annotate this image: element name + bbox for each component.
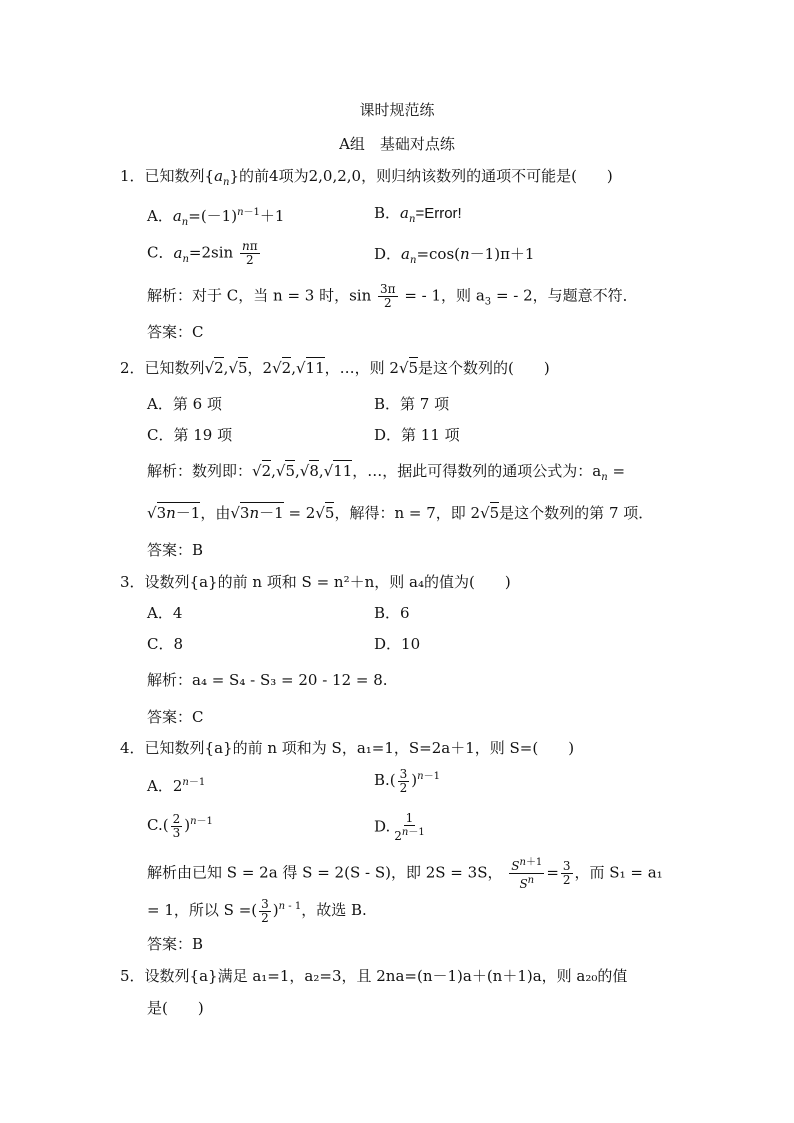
question-4-answer: 答案：B <box>147 935 204 953</box>
question-1-option-c: C．$a_n=2\sin$ $\frac{n\pi}{2}$ <box>147 239 258 267</box>
question-2-solution-line-2: √3n－1，由√3n－1 = 2√5，解得：n = 7，即 2√5是这个数列的第 7 项． <box>147 504 654 522</box>
question-5-stem: 5．设数列{a}满足 a₁=1，a₂=3，且 2na=(n－1)a＋(n＋1)a，则 a₂₀的值 <box>120 967 628 985</box>
question-5-stem-continued: 是( ) <box>147 999 204 1017</box>
question-2-solution-line-1: 解析：数列即：√2,√5,√8,√11，…，据此可得数列的通项公式为：$a_n$ = <box>147 462 626 483</box>
question-3-option-d: D．10 <box>374 635 421 653</box>
question-1-option-a: A．$a_n=(-1)^{n-1}+1$ <box>147 207 285 228</box>
question-4-stem: 4．已知数列{a}的前 n 项和为 S，a₁=1，S=2a＋1，则 S=( ) <box>120 739 575 757</box>
question-4-solution-line-1: 解析由已知 S = 2a 得 S = 2(S - S)，即 2S = 3S， $\frac{S^{n+1}}{S^n}$ = $\frac{3}{2}$ ，而 S₁ = a₁ <box>147 857 663 891</box>
question-3-option-a: A．4 <box>147 604 183 622</box>
question-3-answer: 答案：C <box>147 708 204 726</box>
question-1-solution: 解析：对于 C，当 n = 3 时，sin $\frac{3\pi}{2}$ = - 1，则 $a_3$ = - 2，与题意不符． <box>147 282 638 310</box>
question-1-option-b: B．$a_n=Error$! <box>374 204 462 225</box>
question-4-option-a: A．$2^{n-1}$ <box>147 777 206 795</box>
question-4-option-c: C.( $\frac{2}{3}$ )$^{n-1}$ <box>147 811 213 840</box>
question-3-solution: 解析：a₄ = S₄ - S₃ = 20 - 12 = 8. <box>147 671 388 689</box>
question-1-stem: 1．已知数列$\{a_n\}$的前4项为2,0,2,0，则归纳该数列的通项不可能是( ) <box>120 167 613 188</box>
page-title: 课时规范练 <box>359 101 435 119</box>
question-3-option-c: C．8 <box>147 635 184 653</box>
question-2-answer: 答案：B <box>147 541 204 559</box>
question-2-option-c: C．第 19 项 <box>147 426 233 444</box>
question-2-option-a: A．第 6 项 <box>147 395 222 413</box>
question-3-stem: 3．设数列{a}的前 n 项和 S = n²＋n，则 a₄的值为( ) <box>120 573 511 591</box>
question-1-option-d: D．$a_n=\cos(n-1)\pi+1$ <box>374 245 535 266</box>
question-4-solution-line-2: = 1，所以 S =( $\frac{3}{2}$ )$^{n - 1}$，故选 B. <box>147 896 367 925</box>
question-2-stem: 2．已知数列√2,√5，2√2,√11，…，则 2√5是这个数列的( ) <box>120 359 550 377</box>
question-4-option-d: D. $\frac{1}{2^{n-1}}$ <box>374 811 425 843</box>
question-2-option-b: B．第 7 项 <box>374 395 450 413</box>
question-1-answer: 答案：C <box>147 323 204 341</box>
question-2-option-d: D．第 11 项 <box>374 426 460 444</box>
question-4-option-b: B.( $\frac{3}{2}$ )$^{n-1}$ <box>374 766 440 795</box>
question-3-option-b: B．6 <box>374 604 410 622</box>
group-title: A组 基础对点练 <box>339 135 455 153</box>
